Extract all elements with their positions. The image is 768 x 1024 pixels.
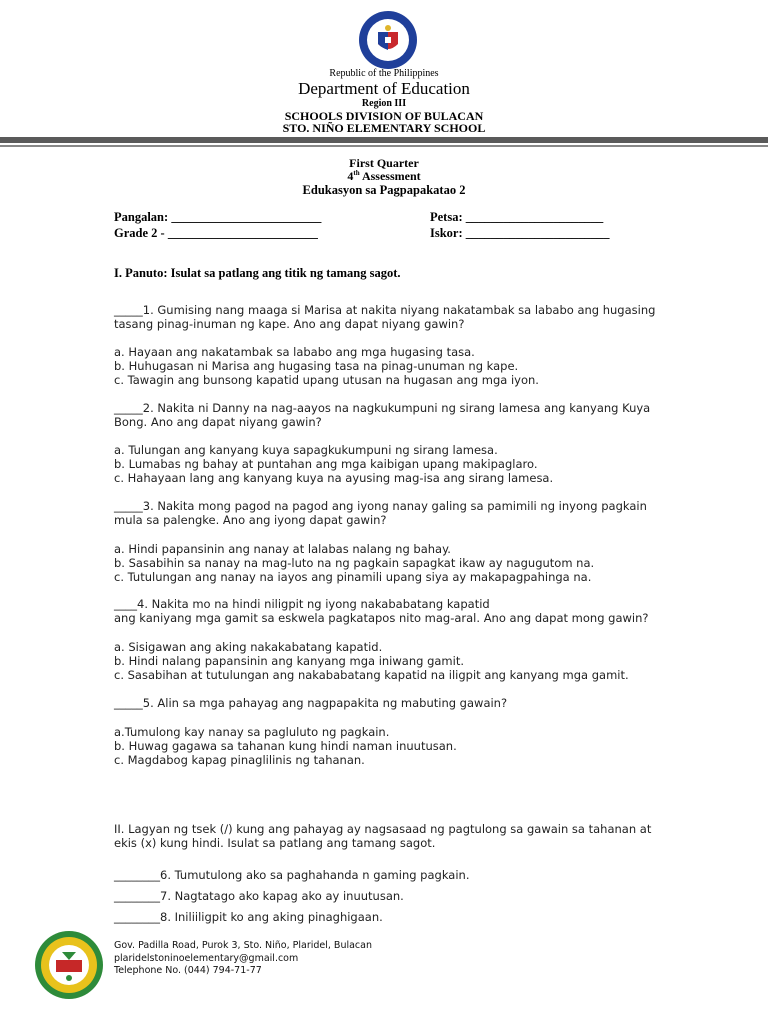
part2-instruction-line1: II. Lagyan ng tsek (/) kung ang pahayag ay nagsasaad ng pagtulong sa gawain sa tahanan at [114,822,652,836]
question-4-line2: ang kaniyang mga gamit sa eskwela pagkatapos nito mag-aral. Ano ang dapat mong gawin? [114,611,649,625]
choice-2c: c. Hahayaan lang ang kanyang kuya na ayusing mag-isa ang sirang lamesa. [114,471,554,485]
date-field [430,210,603,225]
date-label: Petsa: [430,210,463,224]
choice-4a: a. Sisigawan ang aking nakakabatang kapatid. [114,640,383,654]
division-text: SCHOOLS DIVISION OF BULACAN [284,109,484,123]
name-line[interactable]: ________________________ [171,210,322,224]
assessment-title [0,169,768,184]
department-title: Department of Education [298,79,470,98]
score-line[interactable]: _______________________ [465,226,610,240]
region-text: Region III [361,98,407,109]
choice-4b: b. Hindi nalang papansinin ang kanyang mga iniwang gamit. [114,654,464,668]
school-logo [34,930,104,1000]
question-4-choices [114,640,629,682]
footer-email[interactable]: plaridelstoninoelementary@gmail.com [114,952,299,964]
assessment-label: Assessment [361,169,421,183]
question-3-line2: mula sa palengke. Ano ang iyong dapat gawin? [114,513,387,527]
question-1-line2: tasang pinag-inuman ng kape. Ano ang dapat niyang gawin? [114,317,465,331]
name-label: Pangalan: [114,210,169,224]
part2-instruction [114,822,651,850]
choice-2b: b. Lumabas ng bahay at puntahan ang mga kaibigan upang makipaglaro. [114,457,538,471]
part2-instruction-line2: ekis (x) kung hindi. Isulat sa patlang ang tamang sagot. [114,836,436,850]
choice-2a: a. Tulungan ang kanyang kuya sapagkukumpuni ng sirang lamesa. [114,443,498,457]
name-field [114,210,321,225]
choice-5a: a.Tumulong kay nanay sa pagluluto ng pagkain. [114,725,390,739]
question-3-choices [114,542,594,584]
question-2-line2: Bong. Ano ang dapat niyang gawin? [114,415,322,429]
item-6: ________6. Tumutulong ako sa paghahanda n gaming pagkain. [114,868,470,882]
choice-3a: a. Hindi papansinin ang nanay at lalabas nalang ng bahay. [114,542,451,556]
question-3 [114,499,647,527]
item-7: ________7. Nagtatago ako kapag ako ay inuutusan. [114,889,404,903]
score-label: Iskor: [430,226,463,240]
choice-1b: b. Huhugasan ni Marisa ang hugasing tasa na pinag-unuman ng kape. [114,359,519,373]
choice-3c: c. Tutulungan ang nanay na iayos ang pinamili upang siya ay makapagpahinga na. [114,570,592,584]
part1-instruction: I. Panuto: Isulat sa patlang ang titik ng tamang sagot. [114,266,401,280]
question-5 [114,696,507,710]
question-1 [114,303,655,331]
subject-title: Edukasyon sa Pagpapakatao 2 [302,183,466,197]
question-2-line1: _____2. Nakita ni Danny na nag-aayos na nagkukumpuni ng sirang lamesa ang kanyang Kuya [114,401,651,415]
question-1-line1: _____1. Gumising nang maaga si Marisa at nakita niyang nakatambak sa lababo ang hugasing [114,303,656,317]
choice-1a: a. Hayaan ang nakatambak sa lababo ang mga hugasing tasa. [114,345,475,359]
quarter-title: First Quarter [349,156,419,170]
grade-label: Grade 2 - [114,226,165,240]
grade-field [114,226,318,241]
question-5-choices [114,725,457,767]
choice-5c: c. Magdabog kapag pinaglilinis ng tahanan. [114,753,365,767]
item-8: ________8. Iniliiligpit ko ang aking pinaghigaan. [114,910,383,924]
choice-5b: b. Huwag gagawa sa tahanan kung hindi naman inuutusan. [114,739,457,753]
score-field [430,226,610,241]
republic-text: Republic of the Philippines [329,68,439,79]
footer-contact [114,940,372,978]
question-2-choices [114,443,553,485]
question-1-choices [114,345,539,387]
choice-4c: c. Sasabihan at tutulungan ang nakababatang kapatid na iligpit ang kanyang mga gamit. [114,668,629,682]
school-name: STO. NIÑO ELEMENTARY SCHOOL [282,121,486,135]
assessment-ordinal: th [353,169,360,177]
question-5-line1: _____5. Alin sa mga pahayag ang nagpapakita ng mabuting gawain? [114,696,508,710]
deped-seal-logo [358,10,418,70]
question-4-line1: ____4. Nakita mo na hindi niligpit ng iyong nakababatang kapatid [114,597,490,611]
footer-phone: Telephone No. (044) 794-71-77 [114,965,262,976]
header-divider-thin [0,145,768,147]
choice-3b: b. Sasabihin sa nanay na mag-luto na ng pagkain sapagkat ikaw ay nagugutom na. [114,556,595,570]
grade-line[interactable]: ________________________ [167,226,318,240]
date-line[interactable]: ______________________ [465,210,604,224]
question-2 [114,401,650,429]
footer-address: Gov. Padilla Road, Purok 3, Sto. Niño, Plaridel, Bulacan [114,940,372,951]
choice-1c: c. Tawagin ang bunsong kapatid upang utusan na hugasan ang mga iyon. [114,373,539,387]
question-3-line1: _____3. Nakita mong pagod na pagod ang iyong nanay galing sa pamimili ng inyong pagkain [114,499,647,513]
header-divider-thick [0,137,768,143]
part2-items [114,865,469,928]
assessment-number: 4 [347,169,354,183]
question-4 [114,597,649,625]
